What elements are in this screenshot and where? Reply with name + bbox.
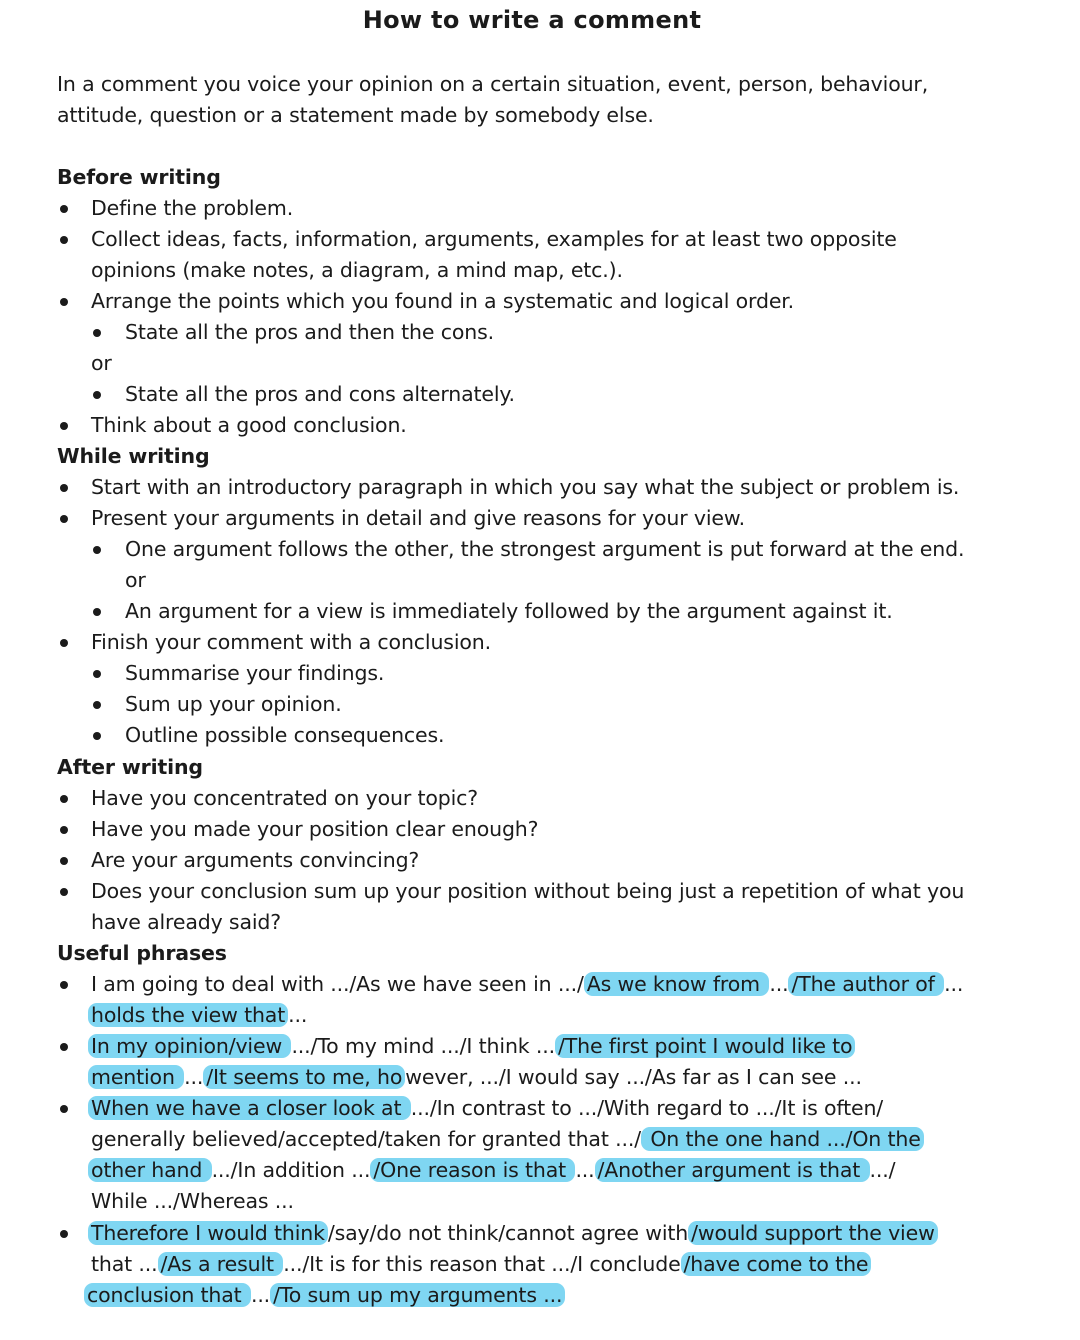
bullet-icon	[60, 1230, 68, 1238]
bullet-icon	[93, 732, 101, 740]
or-label: or	[125, 568, 146, 592]
bullet-icon	[60, 1043, 68, 1051]
list-item: Finish your comment with a conclusion.	[91, 630, 491, 654]
phrase-line	[88, 1000, 307, 1031]
phrase-text: wever, .../I would say .../As far as I can see ...	[405, 1065, 862, 1089]
highlighted-phrase: On the one hand .../On the	[641, 1127, 924, 1151]
sub-list-item: Sum up your opinion.	[125, 692, 342, 716]
bullet-icon	[60, 298, 68, 306]
intro-line-2: attitude, question or a statement made by somebody else.	[57, 103, 654, 127]
phrase-text: ...	[250, 1283, 271, 1307]
phrase-text: ...	[288, 1003, 308, 1027]
phrase-line	[88, 1093, 883, 1124]
highlighted-phrase: /It seems to me, ho	[203, 1065, 405, 1089]
sub-list-item: State all the pros and cons alternately.	[125, 382, 515, 406]
phrase-line	[88, 1062, 862, 1093]
phrase-text: .../In addition ...	[211, 1158, 371, 1182]
bullet-icon	[60, 888, 68, 896]
phrase-text: .../In contrast to .../With regard to .../It is often/	[410, 1096, 884, 1120]
bullet-icon	[60, 981, 68, 989]
sub-list-item: State all the pros and then the cons.	[125, 320, 494, 344]
list-item: Have you made your position clear enough?	[91, 817, 539, 841]
sub-list-item: An argument for a view is immediately followed by the argument against it.	[125, 599, 893, 623]
phrase-line	[91, 1124, 924, 1155]
highlighted-phrase: /have come to the	[681, 1252, 872, 1276]
bullet-icon	[60, 515, 68, 523]
page-title: How to write a comment	[362, 6, 702, 34]
highlighted-phrase: As we know from	[584, 972, 770, 996]
phrase-text: ...	[184, 1065, 204, 1089]
list-item: Define the problem.	[91, 196, 294, 220]
phrase-text: .../To my mind .../I think ...	[291, 1034, 555, 1058]
list-item: Does your conclusion sum up your position without being just a repetition of what you	[91, 879, 965, 903]
highlighted-phrase: mention	[88, 1065, 184, 1089]
bullet-icon	[60, 422, 68, 430]
highlighted-phrase: /The author of	[788, 972, 944, 996]
phrase-line	[88, 1031, 855, 1062]
phrase-text: that ...	[91, 1252, 158, 1276]
list-item-continuation: have already said?	[91, 910, 282, 934]
highlighted-phrase: Therefore I would think	[88, 1221, 328, 1245]
bullet-icon	[93, 546, 101, 554]
list-item: Start with an introductory paragraph in which you say what the subject or problem is.	[91, 475, 960, 499]
list-item: Are your arguments convincing?	[91, 848, 420, 872]
list-item: Have you concentrated on your topic?	[91, 786, 479, 810]
heading-while-writing: While writing	[57, 444, 210, 468]
heading-useful-phrases: Useful phrases	[57, 941, 227, 965]
phrase-line	[84, 1280, 565, 1311]
bullet-icon	[60, 484, 68, 492]
list-item: Collect ideas, facts, information, arguments, examples for at least two opposite	[91, 227, 897, 251]
bullet-icon	[93, 329, 101, 337]
highlighted-phrase: /As a result	[158, 1252, 284, 1276]
bullet-icon	[93, 608, 101, 616]
list-item: Present your arguments in detail and give reasons for your view.	[91, 506, 745, 530]
bullet-icon	[93, 391, 101, 399]
list-item: Think about a good conclusion.	[91, 413, 407, 437]
highlighted-phrase: When we have a closer look at	[88, 1096, 411, 1120]
highlighted-phrase: other hand	[88, 1158, 212, 1182]
highlighted-phrase: conclusion that	[84, 1283, 251, 1307]
bullet-icon	[60, 857, 68, 865]
heading-after-writing: After writing	[57, 755, 203, 779]
phrase-text: ...	[769, 972, 789, 996]
bullet-icon	[60, 826, 68, 834]
or-label: or	[91, 351, 112, 375]
bullet-icon	[60, 795, 68, 803]
sub-list-item: Outline possible consequences.	[125, 723, 445, 747]
intro-line-1: In a comment you voice your opinion on a certain situation, event, person, behaviour,	[57, 72, 929, 96]
list-item-continuation: opinions (make notes, a diagram, a mind map, etc.).	[91, 258, 623, 282]
sub-list-item: Summarise your findings.	[125, 661, 385, 685]
highlighted-phrase: /One reason is that	[370, 1158, 575, 1182]
highlighted-phrase: /Another argument is that	[595, 1158, 870, 1182]
phrase-text: ...	[944, 972, 964, 996]
bullet-icon	[60, 1105, 68, 1113]
phrase-line	[91, 1186, 294, 1217]
phrase-line	[88, 1218, 938, 1249]
highlighted-phrase: holds the view that	[88, 1003, 288, 1027]
bullet-icon	[60, 236, 68, 244]
phrase-line	[88, 1155, 895, 1186]
phrase-text: ...	[575, 1158, 595, 1182]
phrase-text: While .../Whereas ...	[91, 1189, 294, 1213]
highlighted-phrase: /would support the view	[688, 1221, 938, 1245]
highlighted-phrase: /To sum up my arguments ...	[270, 1283, 565, 1307]
phrase-text: .../It is for this reason that .../I conclude	[283, 1252, 681, 1276]
phrase-text: generally believed/accepted/taken for granted that .../	[91, 1127, 641, 1151]
phrase-line	[91, 1249, 871, 1280]
bullet-icon	[93, 701, 101, 709]
highlighted-phrase: /The first point I would like to	[555, 1034, 855, 1058]
list-item: Arrange the points which you found in a systematic and logical order.	[91, 289, 795, 313]
phrase-text: I am going to deal with .../As we have seen in .../	[91, 972, 584, 996]
phrase-line	[91, 969, 963, 1000]
phrase-text: .../	[869, 1158, 896, 1182]
bullet-icon	[60, 205, 68, 213]
phrase-text: /say/do not think/cannot agree with	[327, 1221, 689, 1245]
bullet-icon	[60, 639, 68, 647]
bullet-icon	[93, 670, 101, 678]
sub-list-item: One argument follows the other, the strongest argument is put forward at the end.	[125, 537, 965, 561]
highlighted-phrase: In my opinion/view	[88, 1034, 291, 1058]
heading-before-writing: Before writing	[57, 165, 221, 189]
